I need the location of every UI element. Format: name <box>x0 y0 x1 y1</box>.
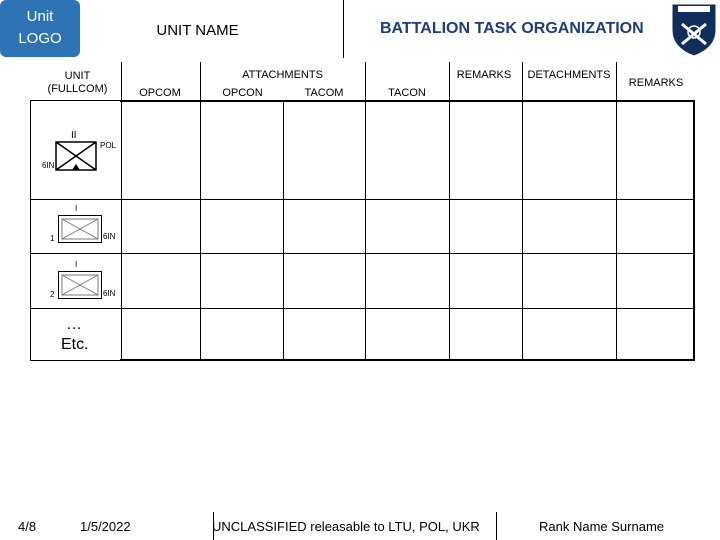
classification: UNCLASSIFIED releasable to LTU, POL, UKR <box>212 519 480 534</box>
author: Rank Name Surname <box>539 519 664 534</box>
grid-row-line <box>30 253 121 254</box>
grid-row-line <box>30 199 121 200</box>
unit-parent: 6IN <box>103 289 116 298</box>
logo-line-1: Unit <box>26 8 54 25</box>
col-remarks-1: REMARKS <box>456 69 512 81</box>
grid-line <box>121 100 122 361</box>
unit-id: 1 <box>50 234 55 243</box>
unit-echelon: I <box>75 204 78 213</box>
col-unit <box>40 70 115 96</box>
col-unit-sub: (FULLCOM) <box>47 83 108 95</box>
col-opcom: OPCOM <box>139 87 181 99</box>
grid-row-line <box>30 253 695 254</box>
col-detachments: DETACHMENTS <box>527 69 611 81</box>
hdr-divider <box>449 62 450 100</box>
col-tacom: TACOM <box>304 87 344 99</box>
grid-row-line <box>30 308 121 309</box>
unit-logo <box>0 0 80 57</box>
grid-line <box>449 100 450 361</box>
unit-parent: 6IN <box>42 161 55 170</box>
grid-row-line <box>30 199 695 200</box>
hdr-divider <box>121 62 122 100</box>
footer-date: 1/5/2022 <box>80 519 131 534</box>
page-title: BATTALION TASK ORGANIZATION <box>380 20 644 37</box>
infantry-symbol-icon <box>55 141 97 171</box>
col-tacon: TACON <box>388 87 426 99</box>
infantry-symbol-icon <box>58 271 102 299</box>
col-unit-label: UNIT <box>64 70 91 82</box>
infantry-symbol-icon <box>58 215 102 243</box>
hdr-divider <box>365 62 366 100</box>
unit-id: 2 <box>50 290 55 299</box>
unit-name: UNIT NAME <box>156 22 239 39</box>
unit-parent: 6IN <box>103 232 116 241</box>
grid-line <box>283 100 284 361</box>
col-opcon: OPCON <box>222 87 263 99</box>
page-number: 4/8 <box>18 519 37 534</box>
grid-line <box>365 100 366 361</box>
col-attachments: ATTACHMENTS <box>242 69 323 81</box>
logo-line-2: LOGO <box>18 30 62 47</box>
col-remarks-2: REMARKS <box>628 77 684 89</box>
hdr-divider <box>616 62 617 100</box>
unit-echelon: I <box>75 260 78 269</box>
task-org-table <box>30 100 695 361</box>
grid-line <box>522 100 523 361</box>
etc-dots: … <box>66 316 82 333</box>
header-divider <box>343 0 344 58</box>
etc-label: Etc. <box>61 336 89 353</box>
grid-line <box>616 100 617 361</box>
unit-tag: POL <box>100 141 117 150</box>
grid-row-line <box>30 308 695 309</box>
hdr-divider <box>522 62 523 100</box>
unit-emblem-icon <box>668 0 720 58</box>
grid-line <box>200 100 201 361</box>
unit-echelon: II <box>71 130 77 141</box>
footer-divider <box>496 512 497 540</box>
